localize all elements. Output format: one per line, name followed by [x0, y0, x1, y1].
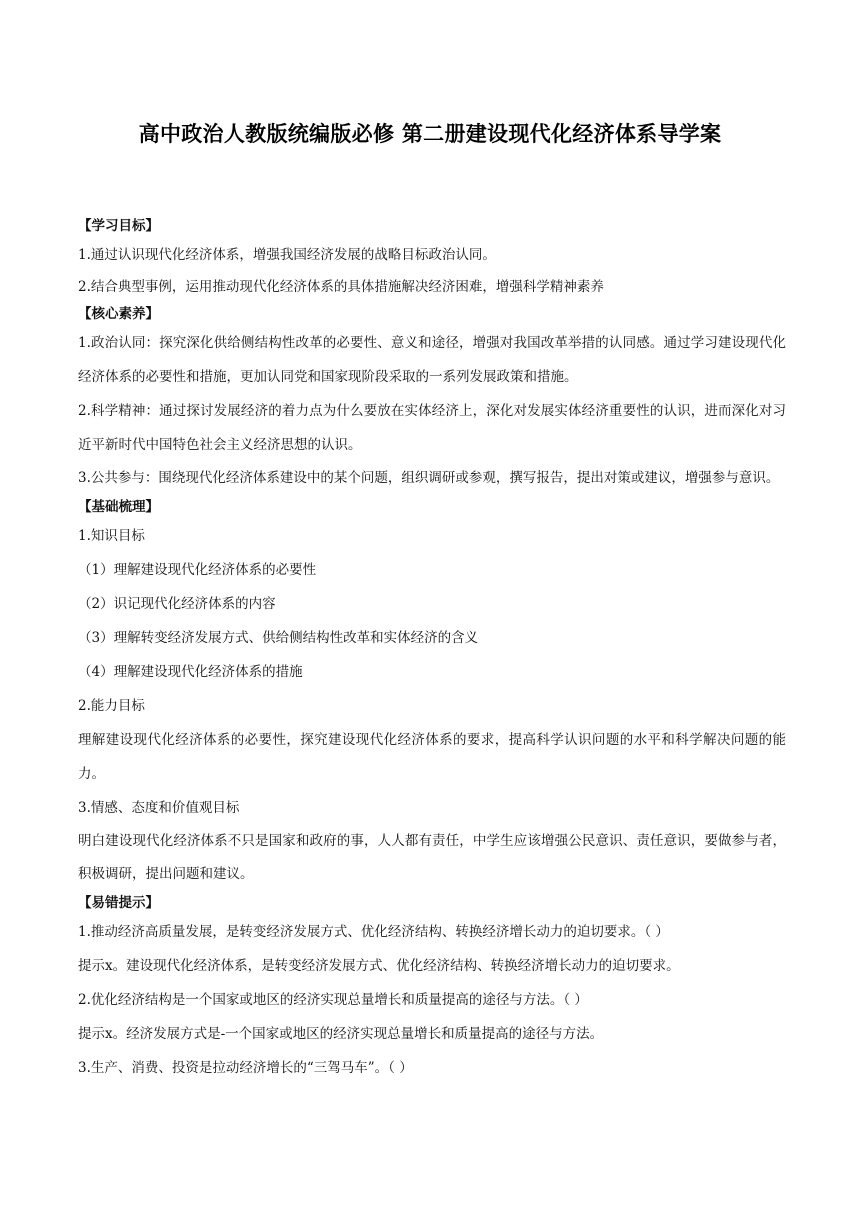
- pitfall-item: 提示x。建设现代化经济体系，是转变经济发展方式、优化经济结构、转换经济增长动力的迫切要求。: [78, 958, 680, 974]
- basics-item: （4）理解建设现代化经济体系的措施: [78, 664, 303, 680]
- basics-item: 1.知识目标: [78, 528, 145, 544]
- literacy-item: 3.公共参与：围绕现代化经济体系建设中的某个问题，组织调研或参观，撰写报告，提出对策或建议，增强参与意识。: [78, 470, 780, 486]
- basics-item: 理解建设现代化经济体系的必要性，探究建设现代化经济体系的要求，提高科学认识问题的水平和科学解决问题的能力。: [78, 732, 786, 782]
- page-title: 高中政治人教版统编版必修 第二册建设现代化经济体系导学案: [138, 122, 722, 146]
- document-body: [78, 214, 786, 1085]
- section-heading-pitfalls: 【易错提示】: [78, 895, 159, 911]
- basics-item: 明白建设现代化经济体系不只是国家和政府的事，人人都有责任，中学生应该增强公民意识、责任意识，要做参与者，积极调研，提出问题和建议。: [78, 833, 786, 882]
- pitfall-item: 提示x。经济发展方式是-一个国家或地区的经济实现总量增长和质量提高的途径与方法。: [78, 1026, 604, 1042]
- section-heading-basics: 【基础梳理】: [78, 499, 159, 515]
- pitfall-item: 2.优化经济结构是一个国家或地区的经济实现总量增长和质量提高的途径与方法。（ ）: [78, 992, 588, 1008]
- objective-item: 1.通过认识现代化经济体系，增强我国经济发展的战略目标政治认同。: [78, 247, 496, 263]
- literacy-item: 1.政治认同：探究深化供给侧结构性改革的必要性、意义和途径，增强对我国改革举措的认同感。通过学习建设现代化经济体系的必要性和措施，更加认同党和国家现阶段采取的一系列发展政策和措施。: [78, 335, 786, 385]
- basics-item: 2.能力目标: [78, 698, 145, 714]
- basics-item: 3.情感、态度和价值观目标: [78, 800, 240, 816]
- basics-item: （2）识记现代化经济体系的内容: [78, 596, 276, 612]
- pitfall-item: 3.生产、消费、投资是拉动经济增长的“三驾马车”。（ ）: [78, 1060, 413, 1076]
- basics-item: （3）理解转变经济发展方式、供给侧结构性改革和实体经济的含义: [78, 630, 479, 646]
- basics-item: （1）理解建设现代化经济体系的必要性: [78, 562, 317, 578]
- pitfall-item: 1.推动经济高质量发展，是转变经济发展方式、优化经济结构、转换经济增长动力的迫切要求。（ ）: [78, 924, 669, 940]
- section-heading-literacy: 【核心素养】: [78, 306, 159, 322]
- objective-item: 2.结合典型事例，运用推动现代化经济体系的具体措施解决经济困难，增强科学精神素养: [78, 279, 604, 295]
- literacy-item: 2.科学精神：通过探讨发展经济的着力点为什么要放在实体经济上，深化对发展实体经济重要性的认识，进而深化对习近平新时代中国特色社会主义经济思想的认识。: [78, 403, 786, 453]
- section-heading-objectives: 【学习目标】: [78, 218, 159, 234]
